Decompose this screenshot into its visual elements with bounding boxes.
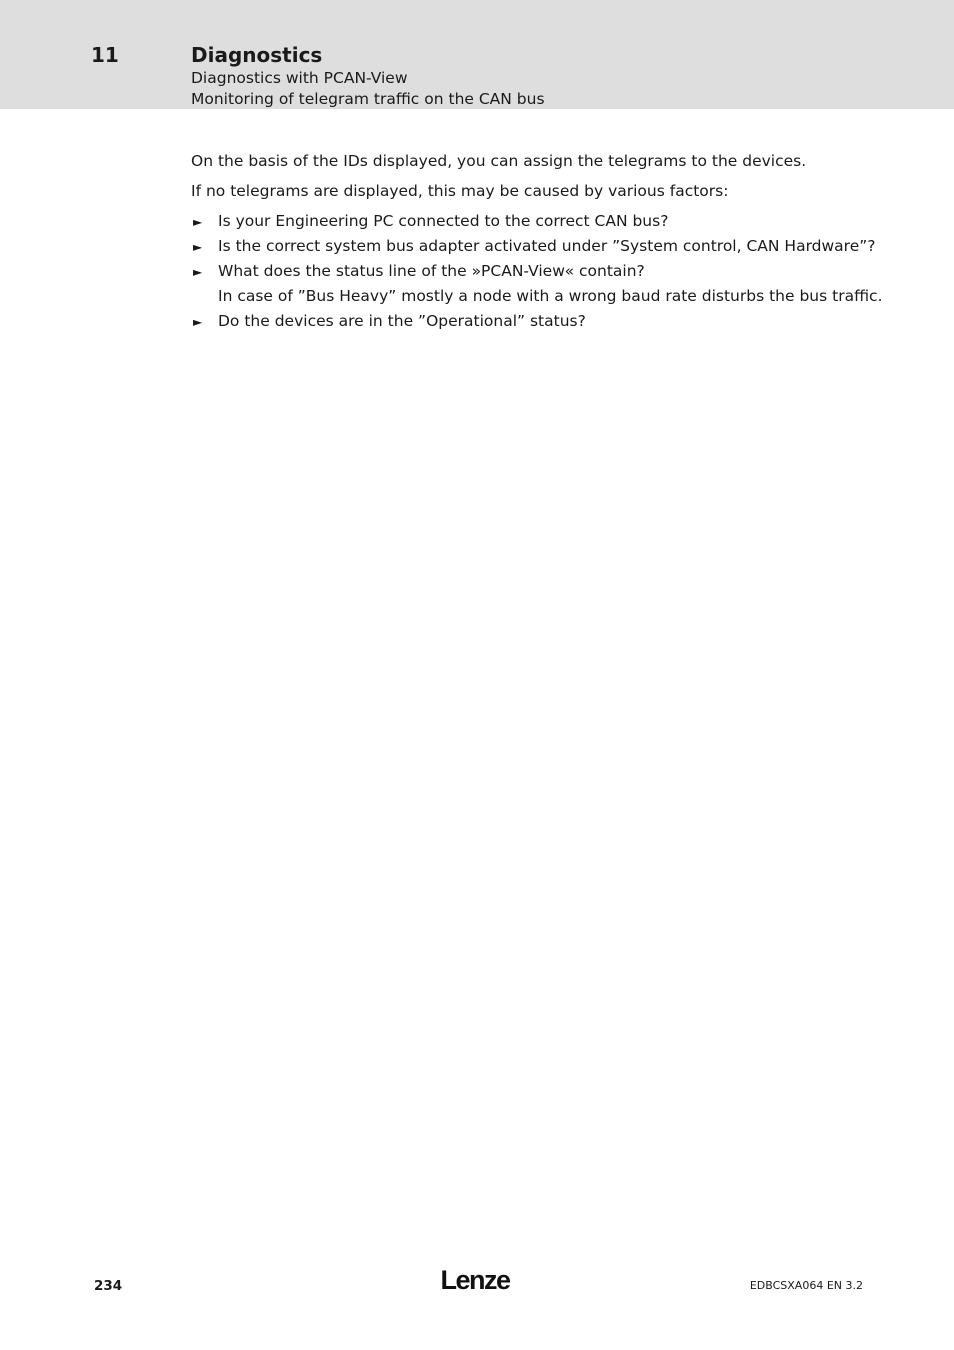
bullet-arrow-icon: ► [193, 215, 203, 229]
factors-list [191, 211, 891, 336]
chapter-title: Diagnostics [191, 43, 323, 67]
bullet-arrow-icon: ► [193, 240, 203, 254]
intro-paragraph: On the basis of the IDs displayed, you can assign the telegrams to the devices. [191, 152, 807, 170]
page-header [0, 0, 954, 109]
list-item-text: Is the correct system bus adapter activated under ”System control, CAN Hardware”? [218, 237, 876, 255]
logo-text: Lenze [440, 1265, 510, 1294]
bullet-arrow-icon: ► [193, 265, 203, 279]
list-item-text: Do the devices are in the ”Operational” status? [218, 312, 586, 330]
list-item [191, 261, 891, 306]
chapter-number: 11 [91, 43, 119, 67]
list-item-text: What does the status line of the »PCAN-View« contain? [218, 262, 645, 280]
bullet-arrow-icon: ► [193, 315, 203, 329]
page-number: 234 [94, 1278, 123, 1294]
factors-paragraph: If no telegrams are displayed, this may be caused by various factors: [191, 182, 729, 200]
list-item [191, 211, 891, 231]
section-subtitle: Diagnostics with PCAN-View [191, 69, 408, 87]
list-item [191, 311, 891, 331]
list-item [191, 236, 891, 256]
subsection-subtitle: Monitoring of telegram traffic on the CAN bus [191, 90, 545, 108]
lenze-logo [435, 1264, 515, 1294]
list-item-note: In case of ”Bus Heavy” mostly a node with a wrong baud rate disturbs the bus traffic. [218, 287, 883, 305]
document-id: EDBCSXA064 EN 3.2 [749, 1279, 863, 1292]
list-item-text: Is your Engineering PC connected to the correct CAN bus? [218, 212, 669, 230]
